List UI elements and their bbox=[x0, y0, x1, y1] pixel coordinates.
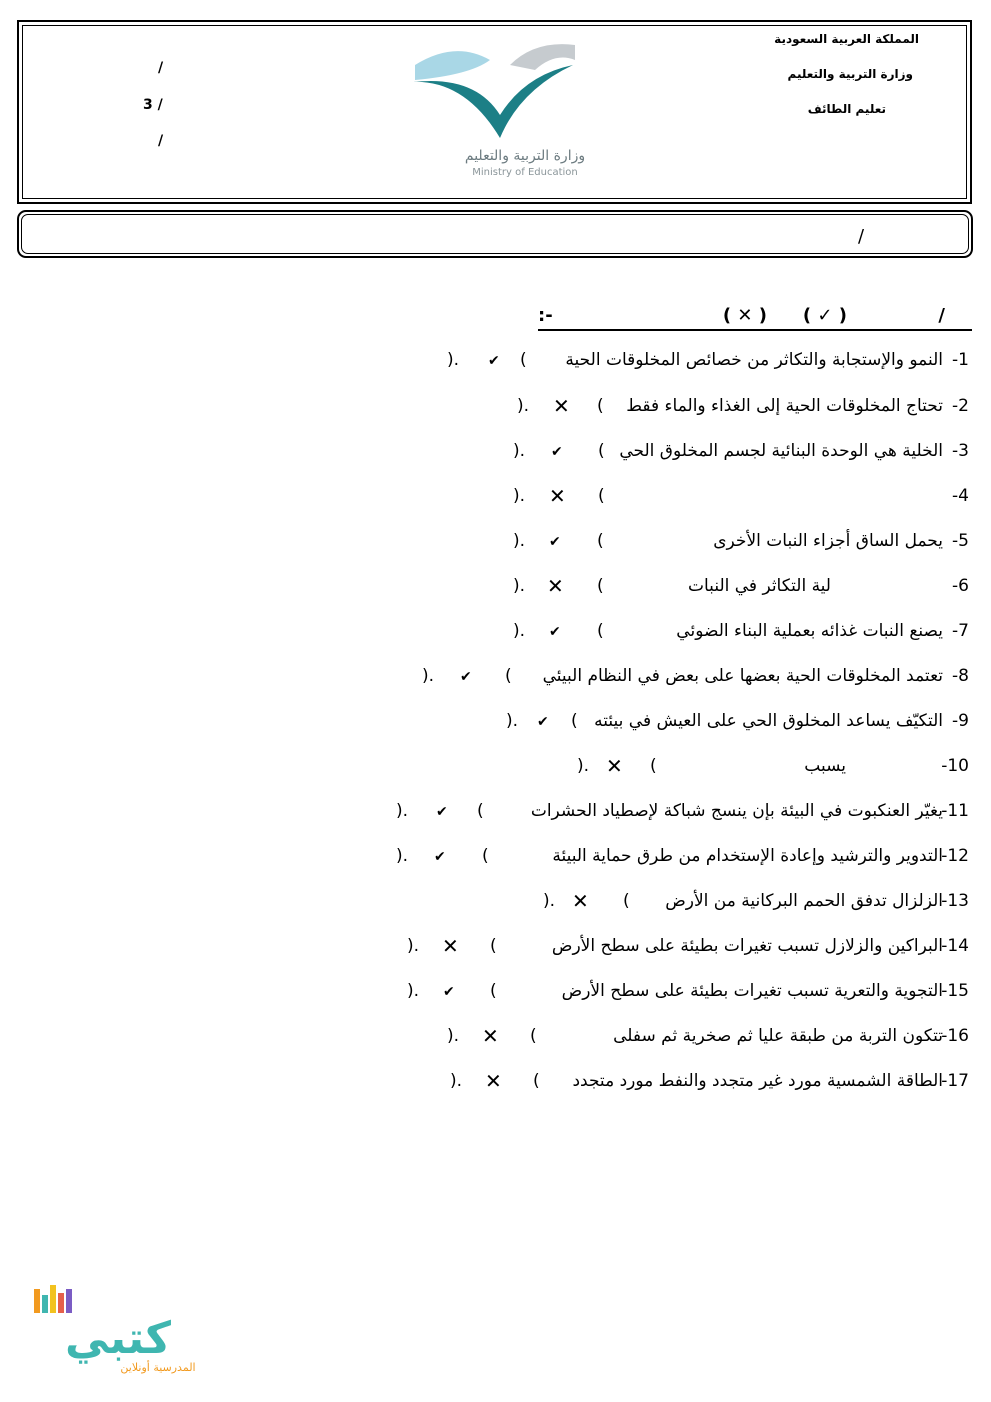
question-number-box bbox=[941, 891, 969, 911]
country-label: المملكة العربية السعودية bbox=[774, 32, 919, 46]
header-slash-3: / bbox=[158, 133, 164, 149]
question-number: 7- bbox=[952, 621, 969, 641]
check-mark-icon: ✔ bbox=[549, 624, 561, 640]
question-row bbox=[613, 1026, 943, 1046]
question-number: 5- bbox=[952, 531, 969, 551]
answer-paren-open: ( bbox=[650, 756, 657, 776]
question-number-box bbox=[941, 846, 969, 866]
instruction-cross-choice: ( ✕ ) bbox=[722, 305, 767, 326]
answer-paren-open: ( bbox=[598, 441, 605, 461]
question-row bbox=[543, 666, 943, 686]
question-number: 4- bbox=[952, 486, 969, 506]
question-number-box bbox=[952, 621, 969, 641]
question-number: 14- bbox=[941, 936, 969, 956]
answer-paren-close: ). bbox=[513, 621, 526, 641]
answer-paren-open: ( bbox=[597, 621, 604, 641]
cross-mark-icon: ✕ bbox=[549, 484, 566, 508]
answer-paren-close: ). bbox=[506, 711, 519, 731]
question-row bbox=[804, 756, 846, 776]
check-mark-icon: ✔ bbox=[443, 984, 455, 1000]
logo-book-4 bbox=[58, 1293, 64, 1313]
answer-paren-close: ). bbox=[396, 801, 409, 821]
answer-paren-close: ). bbox=[577, 756, 590, 776]
ministry-label: وزارة التربية والتعليم bbox=[787, 67, 913, 81]
directorate-label: تعليم الطائف bbox=[807, 102, 886, 116]
answer-paren-close: ). bbox=[517, 396, 530, 416]
question-number: 1- bbox=[952, 350, 969, 370]
question-number-box bbox=[952, 486, 969, 506]
question-text: البراكين والزلازل تسبب تغيرات بطيئة على سطح الأرض bbox=[551, 936, 943, 956]
answer-paren-open: ( bbox=[490, 936, 497, 956]
question-text: التجوية والتعرية تسبب تغيرات بطيئة على سطح الأرض bbox=[561, 981, 943, 1001]
cross-mark-icon: ✕ bbox=[572, 889, 589, 913]
question-number-box bbox=[941, 981, 969, 1001]
cross-mark-icon: ✕ bbox=[485, 1069, 502, 1093]
question-number: 2- bbox=[952, 396, 969, 416]
answer-paren-open: ( bbox=[533, 1071, 540, 1091]
question-number: 11- bbox=[941, 801, 969, 821]
cross-mark-icon: ✕ bbox=[482, 1024, 499, 1048]
logo-book-2 bbox=[42, 1295, 48, 1313]
instruction-tail: :- bbox=[538, 305, 553, 326]
question-number: 12- bbox=[941, 846, 969, 866]
question-number-box bbox=[952, 531, 969, 551]
question-number-box bbox=[952, 350, 969, 370]
cross-mark-icon: ✕ bbox=[553, 394, 570, 418]
answer-paren-open: ( bbox=[623, 891, 630, 911]
question-text: تتكون التربة من طبقة عليا ثم صخرية ثم سفلى bbox=[613, 1026, 943, 1046]
name-slash: / bbox=[858, 226, 865, 247]
brand-name: كتبي bbox=[64, 1313, 172, 1364]
brand-sub: المدرسية أونلاين bbox=[120, 1361, 196, 1374]
answer-paren-close: ). bbox=[422, 666, 435, 686]
question-row bbox=[619, 441, 943, 461]
check-mark-icon: ✔ bbox=[436, 804, 448, 820]
question-number-box bbox=[952, 576, 969, 596]
question-number-box bbox=[952, 666, 969, 686]
question-row bbox=[665, 891, 943, 911]
question-row bbox=[676, 621, 943, 641]
header-slash-1: / bbox=[158, 60, 164, 76]
answer-paren-close: ). bbox=[513, 531, 526, 551]
question-number: 16- bbox=[941, 1026, 969, 1046]
instruction-check-choice: ( ✓ ) bbox=[802, 305, 847, 326]
question-number-box bbox=[941, 756, 969, 776]
header-slash-2: 3 / bbox=[143, 97, 163, 113]
question-number-box bbox=[952, 441, 969, 461]
cross-mark-icon: ✕ bbox=[606, 754, 623, 778]
answer-paren-close: ). bbox=[447, 350, 460, 370]
question-number-box bbox=[941, 936, 969, 956]
question-text: يسبب bbox=[804, 756, 846, 776]
answer-paren-open: ( bbox=[505, 666, 512, 686]
logo-book-5 bbox=[66, 1289, 72, 1313]
answer-paren-close: ). bbox=[543, 891, 556, 911]
check-mark-icon: ✔ bbox=[551, 444, 563, 460]
question-text: الخلية هي الوحدة البنائية لجسم المخلوق الحي bbox=[619, 441, 943, 461]
question-number-box bbox=[941, 1071, 969, 1091]
check-mark-icon: ✔ bbox=[434, 849, 446, 865]
ministry-logo bbox=[395, 20, 595, 178]
check-mark-icon: ✔ bbox=[549, 534, 561, 550]
question-number: 3- bbox=[952, 441, 969, 461]
question-row bbox=[688, 576, 831, 596]
question-row bbox=[552, 936, 943, 956]
answer-paren-close: ). bbox=[513, 486, 526, 506]
question-text: يحمل الساق أجزاء النبات الأخرى bbox=[713, 531, 943, 551]
question-number: 10- bbox=[941, 756, 969, 776]
question-number: 17- bbox=[941, 1071, 969, 1091]
kutubi-logo bbox=[28, 1285, 208, 1375]
instruction-slash: / bbox=[938, 305, 945, 326]
answer-paren-open: ( bbox=[597, 576, 604, 596]
question-row bbox=[531, 801, 943, 821]
question-text: تحتاج المخلوقات الحية إلى الغذاء والماء فقط bbox=[626, 396, 943, 416]
answer-paren-close: ). bbox=[396, 846, 409, 866]
student-name-inner bbox=[21, 214, 969, 254]
answer-paren-open: ( bbox=[597, 396, 604, 416]
question-row bbox=[626, 396, 943, 416]
answer-paren-open: ( bbox=[490, 981, 497, 1001]
check-mark-icon: ✔ bbox=[537, 714, 549, 730]
question-row bbox=[713, 531, 943, 551]
answer-paren-open: ( bbox=[598, 486, 605, 506]
answer-paren-open: ( bbox=[477, 801, 484, 821]
question-text: التدوير والترشيد وإعادة الإستخدام من طرق حماية البيئة bbox=[552, 846, 943, 866]
answer-paren-close: ). bbox=[513, 576, 526, 596]
question-number: 13- bbox=[941, 891, 969, 911]
question-row bbox=[565, 350, 943, 370]
question-text: التكيّف يساعد المخلوق الحي على العيش في بيئته bbox=[594, 711, 943, 731]
logo-book-3 bbox=[50, 1285, 56, 1313]
question-text: الزلزال تدفق الحمم البركانية من الأرض bbox=[665, 891, 943, 911]
answer-paren-open: ( bbox=[520, 350, 527, 370]
answer-paren-open: ( bbox=[597, 531, 604, 551]
question-row bbox=[572, 1071, 943, 1091]
logo-wing-light bbox=[415, 51, 490, 80]
check-mark-icon: ✔ bbox=[488, 353, 500, 369]
answer-paren-close: ). bbox=[450, 1071, 463, 1091]
logo-text-ar: وزارة التربية والتعليم bbox=[464, 148, 586, 164]
question-row bbox=[594, 711, 943, 731]
logo-book-1 bbox=[34, 1289, 40, 1313]
student-name-box[interactable] bbox=[17, 210, 973, 258]
question-text: يغيّر العنكبوت في البيئة بإن ينسج شباكة لإصطياد الحشرات bbox=[530, 801, 943, 821]
answer-paren-close: ). bbox=[407, 981, 420, 1001]
answer-paren-open: ( bbox=[530, 1026, 537, 1046]
instruction-line bbox=[538, 305, 972, 331]
question-number-box bbox=[952, 711, 969, 731]
question-text: النمو والإستجابة والتكاثر من خصائص المخلوقات الحية bbox=[565, 350, 943, 370]
question-text: الطاقة الشمسية مورد غير متجدد والنفط مورد متجدد bbox=[572, 1071, 943, 1091]
question-row bbox=[562, 981, 943, 1001]
question-text: لية التكاثر في النبات bbox=[688, 576, 831, 596]
answer-paren-close: ). bbox=[407, 936, 420, 956]
question-row bbox=[552, 846, 943, 866]
question-text: يصنع النبات غذائه بعملية البناء الضوئي bbox=[676, 621, 943, 641]
check-mark-icon: ✔ bbox=[460, 669, 472, 685]
question-number-box bbox=[941, 801, 969, 821]
question-number: 9- bbox=[952, 711, 969, 731]
question-number: 8- bbox=[952, 666, 969, 686]
cross-mark-icon: ✕ bbox=[547, 574, 564, 598]
answer-paren-open: ( bbox=[482, 846, 489, 866]
question-number: 15- bbox=[941, 981, 969, 1001]
logo-wing-grey bbox=[510, 44, 575, 70]
question-text: تعتمد المخلوقات الحية بعضها على بعض في النظام البيئي bbox=[542, 666, 943, 686]
answer-paren-close: ). bbox=[513, 441, 526, 461]
question-number: 6- bbox=[952, 576, 969, 596]
cross-mark-icon: ✕ bbox=[442, 934, 459, 958]
question-number-box bbox=[952, 396, 969, 416]
question-number-box bbox=[941, 1026, 969, 1046]
answer-paren-close: ). bbox=[447, 1026, 460, 1046]
answer-paren-open: ( bbox=[571, 711, 578, 731]
logo-text-en: Ministry of Education bbox=[472, 167, 578, 178]
